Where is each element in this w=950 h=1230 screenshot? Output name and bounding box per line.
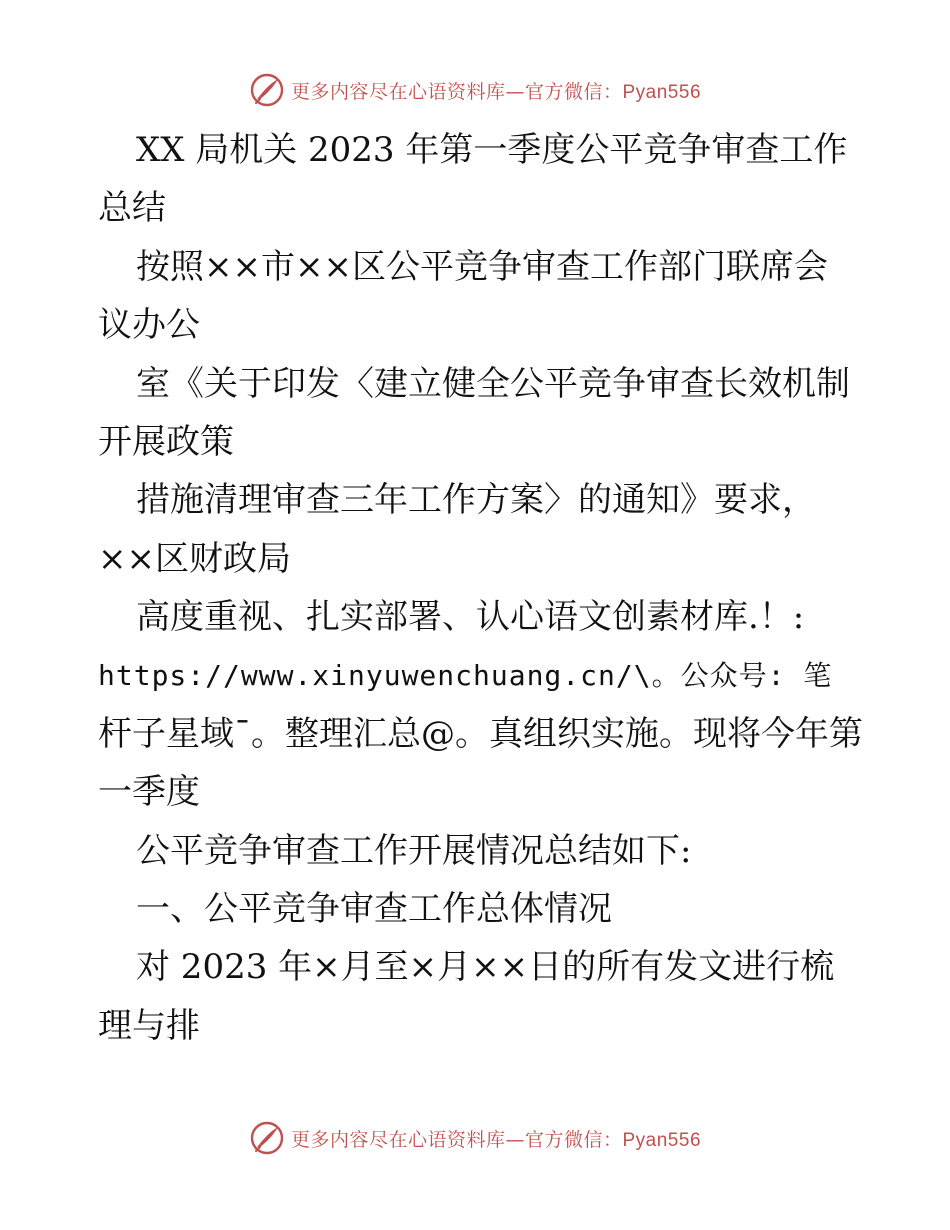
title-line-1: XX 局机关 2023 年第一季度公平竞争审查工作 bbox=[136, 130, 848, 170]
paragraph-line: 杆子星域¯。整理汇总@。真组织实施。现将今年第 bbox=[98, 713, 863, 754]
paragraph-line: 公平竞争审查工作开展情况总结如下: bbox=[136, 830, 692, 871]
paragraph-line: 开展政策 bbox=[98, 421, 234, 462]
paragraph-line: 一季度 bbox=[98, 772, 200, 813]
watermark-text: 更多内容尽在心语资料库—官方微信：Pyan556 bbox=[290, 1128, 702, 1151]
watermark-handle: Pyan556 bbox=[622, 81, 702, 103]
feather-pen-seal-icon bbox=[249, 1120, 285, 1156]
header-watermark bbox=[0, 70, 950, 110]
section-heading: 一、公平竞争审查工作总体情况 bbox=[136, 889, 612, 930]
paragraph-line: 按照××市××区公平竞争审查工作部门联席会 bbox=[136, 246, 828, 287]
document-body bbox=[98, 121, 863, 1055]
url-line: https://www.xinyuwenchuang.cn/\。公众号: 笔 bbox=[98, 658, 833, 692]
paragraph-line: 高度重视、扎实部署、认心语文创素材库.！: bbox=[136, 597, 805, 638]
footer-watermark bbox=[0, 1118, 950, 1158]
paragraph-line: 措施清理审查三年工作方案〉的通知》要求， bbox=[136, 480, 816, 521]
paragraph-line: 对 2023 年×月至×月××日的所有发文进行梳 bbox=[136, 947, 835, 988]
feather-pen-seal-icon bbox=[249, 72, 285, 108]
title-line-2: 总结 bbox=[98, 188, 166, 229]
paragraph-line: 议办公 bbox=[98, 305, 200, 346]
watermark-text: 更多内容尽在心语资料库—官方微信：Pyan556 bbox=[290, 80, 702, 103]
watermark-handle: Pyan556 bbox=[622, 1129, 702, 1151]
paragraph-line: 理与排 bbox=[98, 1005, 200, 1046]
paragraph-line: ××区财政局 bbox=[98, 538, 291, 579]
paragraph-line: 室《关于印发〈建立健全公平竞争审查长效机制 bbox=[136, 363, 850, 404]
